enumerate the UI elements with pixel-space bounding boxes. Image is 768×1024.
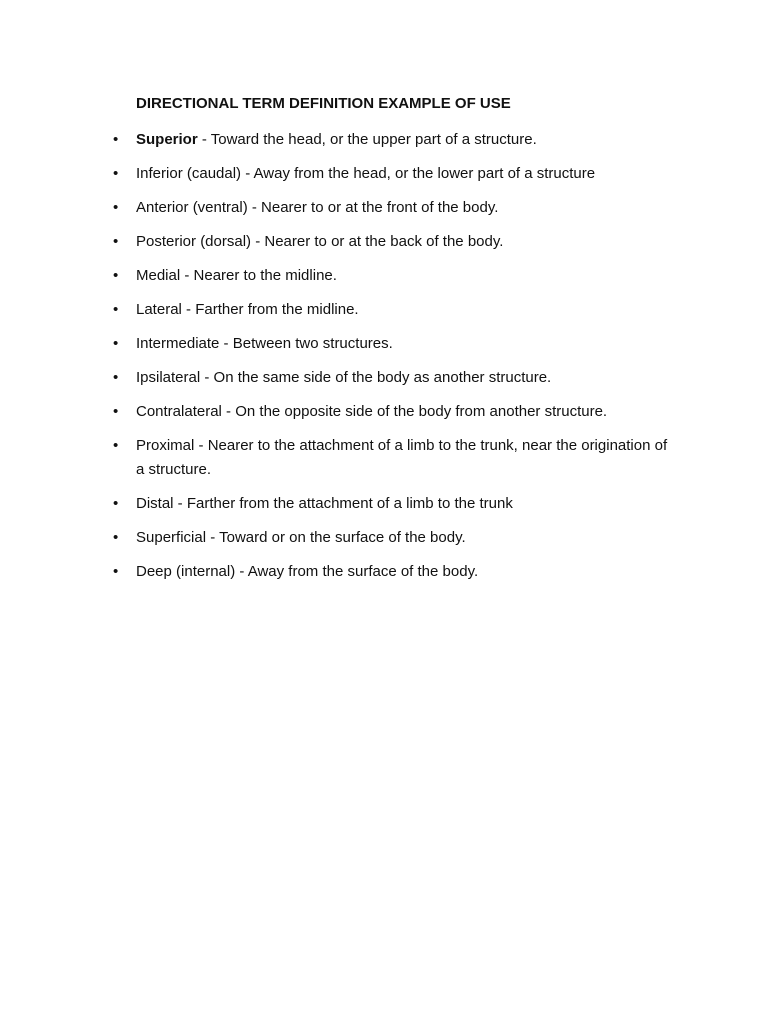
bullet-icon: • — [113, 233, 119, 250]
bullet-icon: • — [113, 301, 119, 318]
term-definition: - Nearer to the attachment of a limb to the trunk, near the origination of a structure. — [136, 437, 668, 478]
term-label: Inferior (caudal) — [136, 165, 242, 182]
term-definition: - Nearer to the midline. — [180, 267, 337, 284]
term-definition: - Nearer to or at the back of the body. — [251, 233, 504, 250]
term-label: Contralateral — [136, 403, 222, 420]
bullet-icon: • — [113, 495, 119, 512]
term-label: Proximal — [136, 437, 195, 454]
term-item-deep — [0, 560, 768, 584]
term-label: Lateral — [136, 301, 182, 318]
term-item-superficial — [0, 526, 768, 550]
term-definition: - Farther from the midline. — [181, 301, 359, 318]
term-item-ipsilateral — [0, 366, 768, 390]
bullet-icon: • — [113, 335, 119, 352]
term-label: Medial — [136, 267, 181, 284]
term-definition: - Farther from the attachment of a limb to the trunk — [173, 495, 513, 512]
bullet-icon: • — [113, 529, 119, 546]
bullet-icon: • — [113, 403, 119, 420]
term-label: Intermediate — [136, 335, 220, 352]
term-label: Posterior (dorsal) — [136, 233, 252, 250]
bullet-icon: • — [113, 165, 119, 182]
term-label: Ipsilateral — [136, 369, 201, 386]
bullet-icon: • — [113, 369, 119, 386]
term-label: Superficial — [136, 529, 207, 546]
term-definition: - Away from the surface of the body. — [235, 563, 479, 580]
term-definition: - Toward the head, or the upper part of a structure. — [197, 131, 537, 148]
term-item-intermediate — [0, 332, 768, 356]
term-item-posterior — [0, 230, 768, 254]
term-label: Superior — [136, 131, 198, 148]
term-label: Anterior (ventral) — [136, 199, 248, 216]
document-title: DIRECTIONAL TERM DEFINITION EXAMPLE OF USE — [136, 95, 511, 112]
term-item-medial — [0, 264, 768, 288]
term-item-contralateral — [0, 400, 768, 424]
term-label: Distal — [136, 495, 174, 512]
bullet-icon: • — [113, 267, 119, 284]
term-item-inferior — [0, 162, 768, 186]
bullet-icon: • — [113, 437, 119, 454]
term-definition: - Away from the head, or the lower part of a structure — [241, 165, 596, 182]
bullet-icon: • — [113, 199, 119, 216]
term-list — [0, 128, 768, 594]
term-item-anterior — [0, 196, 768, 220]
term-definition: - Nearer to or at the front of the body. — [247, 199, 499, 216]
bullet-icon: • — [113, 563, 119, 580]
term-item-superior — [0, 128, 768, 152]
term-definition: - On the same side of the body as another structure. — [200, 369, 552, 386]
term-item-distal — [0, 492, 768, 516]
term-definition: - On the opposite side of the body from another structure. — [221, 403, 608, 420]
term-definition: - Toward or on the surface of the body. — [206, 529, 466, 546]
term-item-lateral — [0, 298, 768, 322]
bullet-icon: • — [113, 131, 119, 148]
term-definition: - Between two structures. — [219, 335, 393, 352]
term-label: Deep (internal) — [136, 563, 236, 580]
term-item-proximal — [0, 434, 768, 482]
